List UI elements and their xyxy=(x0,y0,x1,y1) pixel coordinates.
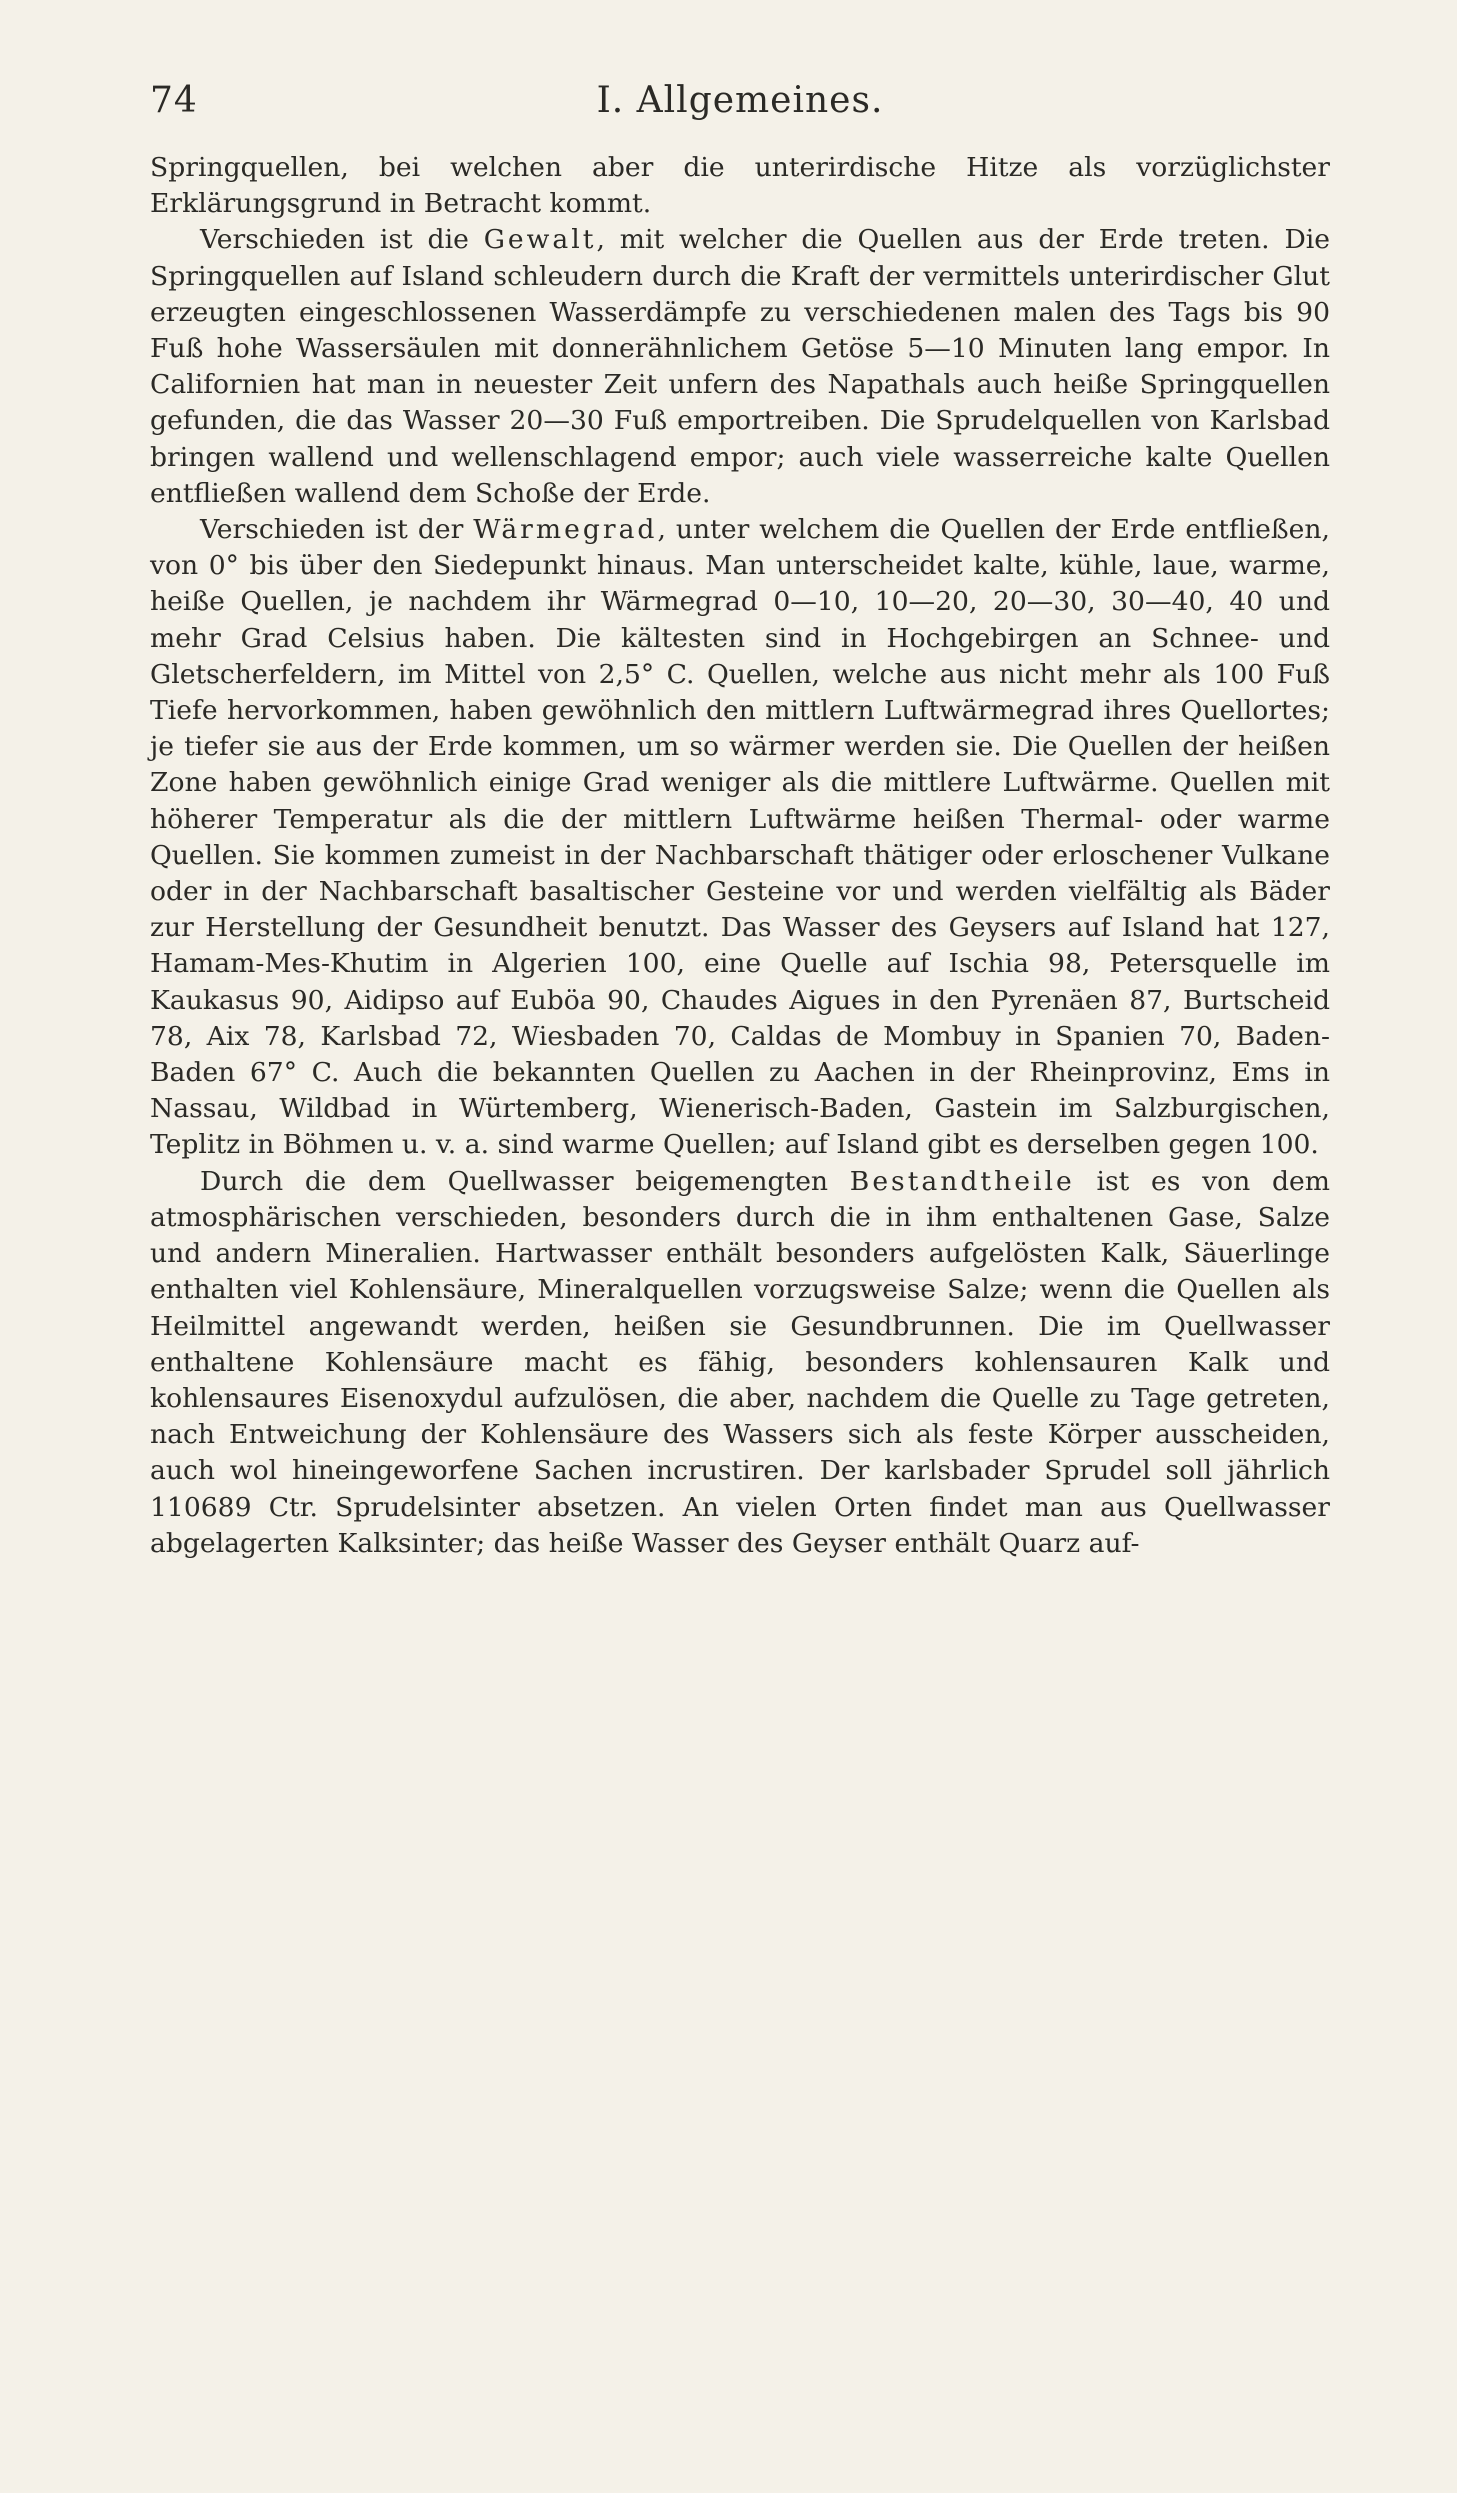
emphasized-term: Bestandtheile xyxy=(849,1165,1075,1197)
paragraph-text: Durch die dem Quellwasser beigemengten xyxy=(200,1165,850,1197)
paragraph xyxy=(150,1164,1330,1562)
paragraph xyxy=(150,512,1330,1164)
emphasized-term: Gewalt xyxy=(483,224,597,256)
paragraph xyxy=(150,150,1330,222)
page-header xyxy=(150,72,1330,132)
paragraph-text: Verschieden ist die xyxy=(200,224,484,256)
body-text xyxy=(150,150,1330,1562)
paragraph-text: ist es von dem atmosphärischen verschieden, besonders durch die in ihm enthaltenen Gase, Salze und andern Mineralien. Hartwasser enthält besonders aufgelösten Kalk, Säuerlinge enthalten viel Kohlensäure, Mineralquellen vorzugsweise Salze; wenn die Quellen als Heilmittel angewandt werden, heißen sie Gesundbrunnen. Die im Quellwasser enthaltene Kohlensäure macht es fähig, besonders kohlensauren Kalk und kohlensaures Eisenoxydul aufzulösen, die aber, nachdem die Quelle zu Tage getreten, nach Entweichung der Kohlensäure des Wassers sich als feste Körper ausscheiden, auch wol hineingeworfene Sachen incrustiren. Der karlsbader Sprudel soll jährlich 110689 Ctr. Sprudelsinter absetzen. An vielen Orten findet man aus Quellwasser abgelagerten Kalksinter; das heiße Wasser des Geyser enthält Quarz auf- xyxy=(150,1165,1330,1559)
paragraph-text: , mit welcher die Quellen aus der Erde treten. Die Springquellen auf Island schleudern durch die Kraft der vermittels unterirdischer Glut erzeugten eingeschlossenen Wasserdämpfe zu verschiedenen malen des Tags bis 90 Fuß hohe Wassersäulen mit donnerähnlichem Getöse 5—10 Minuten lang empor. In Californien hat man in neuester Zeit unfern des Napathals auch heiße Springquellen gefunden, die das Wasser 20—30 Fuß emportreiben. Die Sprudelquellen von Karlsbad bringen wallend und wellenschlagend empor; auch viele wasserreiche kalte Quellen entfließen wallend dem Schoße der Erde. xyxy=(150,224,1331,509)
paragraph-text: , unter welchem die Quellen der Erde entfließen, von 0° bis über den Siedepunkt hinaus. Man unterscheidet kalte, kühle, laue, warme, heiße Quellen, je nachdem ihr Wärmegrad 0—10, 10—20, 20—30, 30—40, 40 und mehr Grad Celsius haben. Die kältesten sind in Hochgebirgen an Schnee- und Gletscherfeldern, im Mittel von 2,5° C. Quellen, welche aus nicht mehr als 100 Fuß Tiefe hervorkommen, haben gewöhnlich den mittlern Luftwärmegrad ihres Quellortes; je tiefer sie aus der Erde kommen, um so wärmer werden sie. Die Quellen der heißen Zone haben gewöhnlich einige Grad weniger als die mittlere Luftwärme. Quellen mit höherer Temperatur als die der mittlern Luftwärme heißen Thermal- oder warme Quellen. Sie kommen zumeist in der Nachbarschaft thätiger oder erloschener Vulkane oder in der Nachbarschaft basaltischer Gesteine vor und werden vielfältig als Bäder zur Herstellung der Gesundheit benutzt. Das Wasser des Geysers auf Island hat 127, Hamam-Mes-Khutim in Algerien 100, eine Quelle auf Ischia 98, Petersquelle im Kaukasus 90, Aidipso auf Euböa 90, Chaudes Aigues in den Pyrenäen 87, Burtscheid 78, Aix 78, Karlsbad 72, Wiesbaden 70, Caldas de Mombuy in Spanien 70, Baden-Baden 67° C. Auch die bekannten Quellen zu Aachen in der Rheinprovinz, Ems in Nassau, Wildbad in Würtemberg, Wienerisch-Baden, Gastein im Salzburgischen, Teplitz in Böhmen u. v. a. sind warme Quellen; auf Island gibt es derselben gegen 100. xyxy=(150,514,1330,1161)
paragraph-text: Verschieden ist der xyxy=(200,514,474,546)
emphasized-term: Wärmegrad xyxy=(473,514,658,546)
running-head: I. Allgemeines. xyxy=(596,80,884,121)
paragraph xyxy=(150,222,1330,512)
paragraph-text: Springquellen, bei welchen aber die unterirdische Hitze als vorzüglichster Erklärungsgrund in Betracht kommt. xyxy=(150,152,1330,220)
page-number: 74 xyxy=(150,80,198,121)
